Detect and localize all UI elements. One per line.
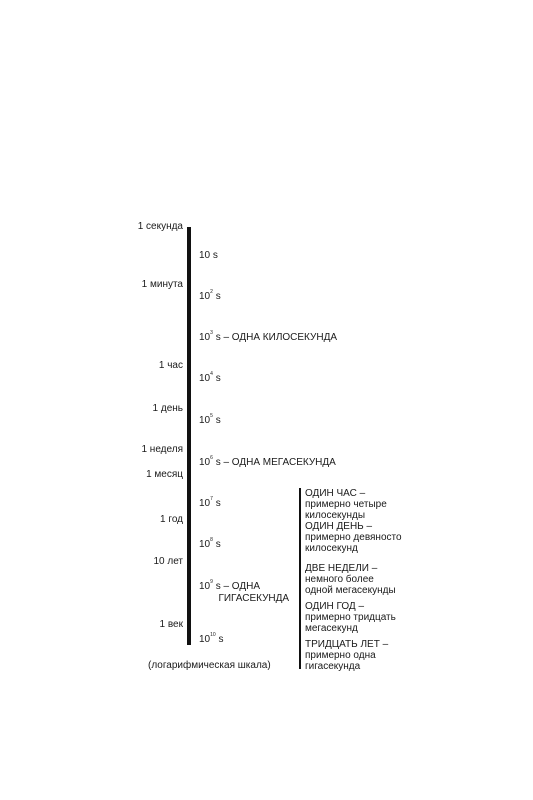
label-century: 1 век [159,619,183,630]
note-hour: ОДИН ЧАС – примерно четыре килосекунды [305,488,387,521]
label-year: 1 год [160,514,183,525]
note-year: ОДИН ГОД – примерно тридцать мегасекунд [305,601,396,634]
note-thirty-years: ТРИДЦАТЬ ЛЕТ – примерно одна гигасекунда [305,639,389,672]
timeline-axis [187,227,191,645]
tick-10-6: $10^6$ s – ОДНА МЕГАСЕКУНДА [199,455,336,468]
label-minute: 1 минута [141,279,183,290]
tick-10-7: $10^7$ s [199,496,221,509]
scale-caption: (логарифмическая шкала) [148,660,271,671]
label-week: 1 неделя [141,444,183,455]
label-month: 1 месяц [146,469,183,480]
tick-10-10: $10^{10}$ s [199,632,224,645]
tick-10-8: $10^8$ s [199,537,221,550]
tick-10-2: $10^2$ s [199,289,221,302]
note-day: ОДИН ДЕНЬ – примерно девяносто килосекунд [305,521,402,554]
label-hour: 1 час [158,360,183,371]
tick-10-3: $10^3$ s – ОДНА КИЛОСЕКУНДА [199,330,338,343]
tick-10-9: $10^9$ s – ОДНА ГИГАСЕКУНДА [199,579,290,604]
note-two-weeks: ДВЕ НЕДЕЛИ – немного более одной мегасекунды [305,563,396,596]
label-day: 1 день [152,403,183,414]
tick-10-1: 10 s [199,250,218,261]
tick-10-4: $10^4$ s [199,371,221,384]
label-decade: 10 лет [153,556,183,567]
notes-bar [299,488,301,669]
tick-10-5: $10^5$ s [199,413,221,426]
label-second: 1 секунда [137,221,183,232]
